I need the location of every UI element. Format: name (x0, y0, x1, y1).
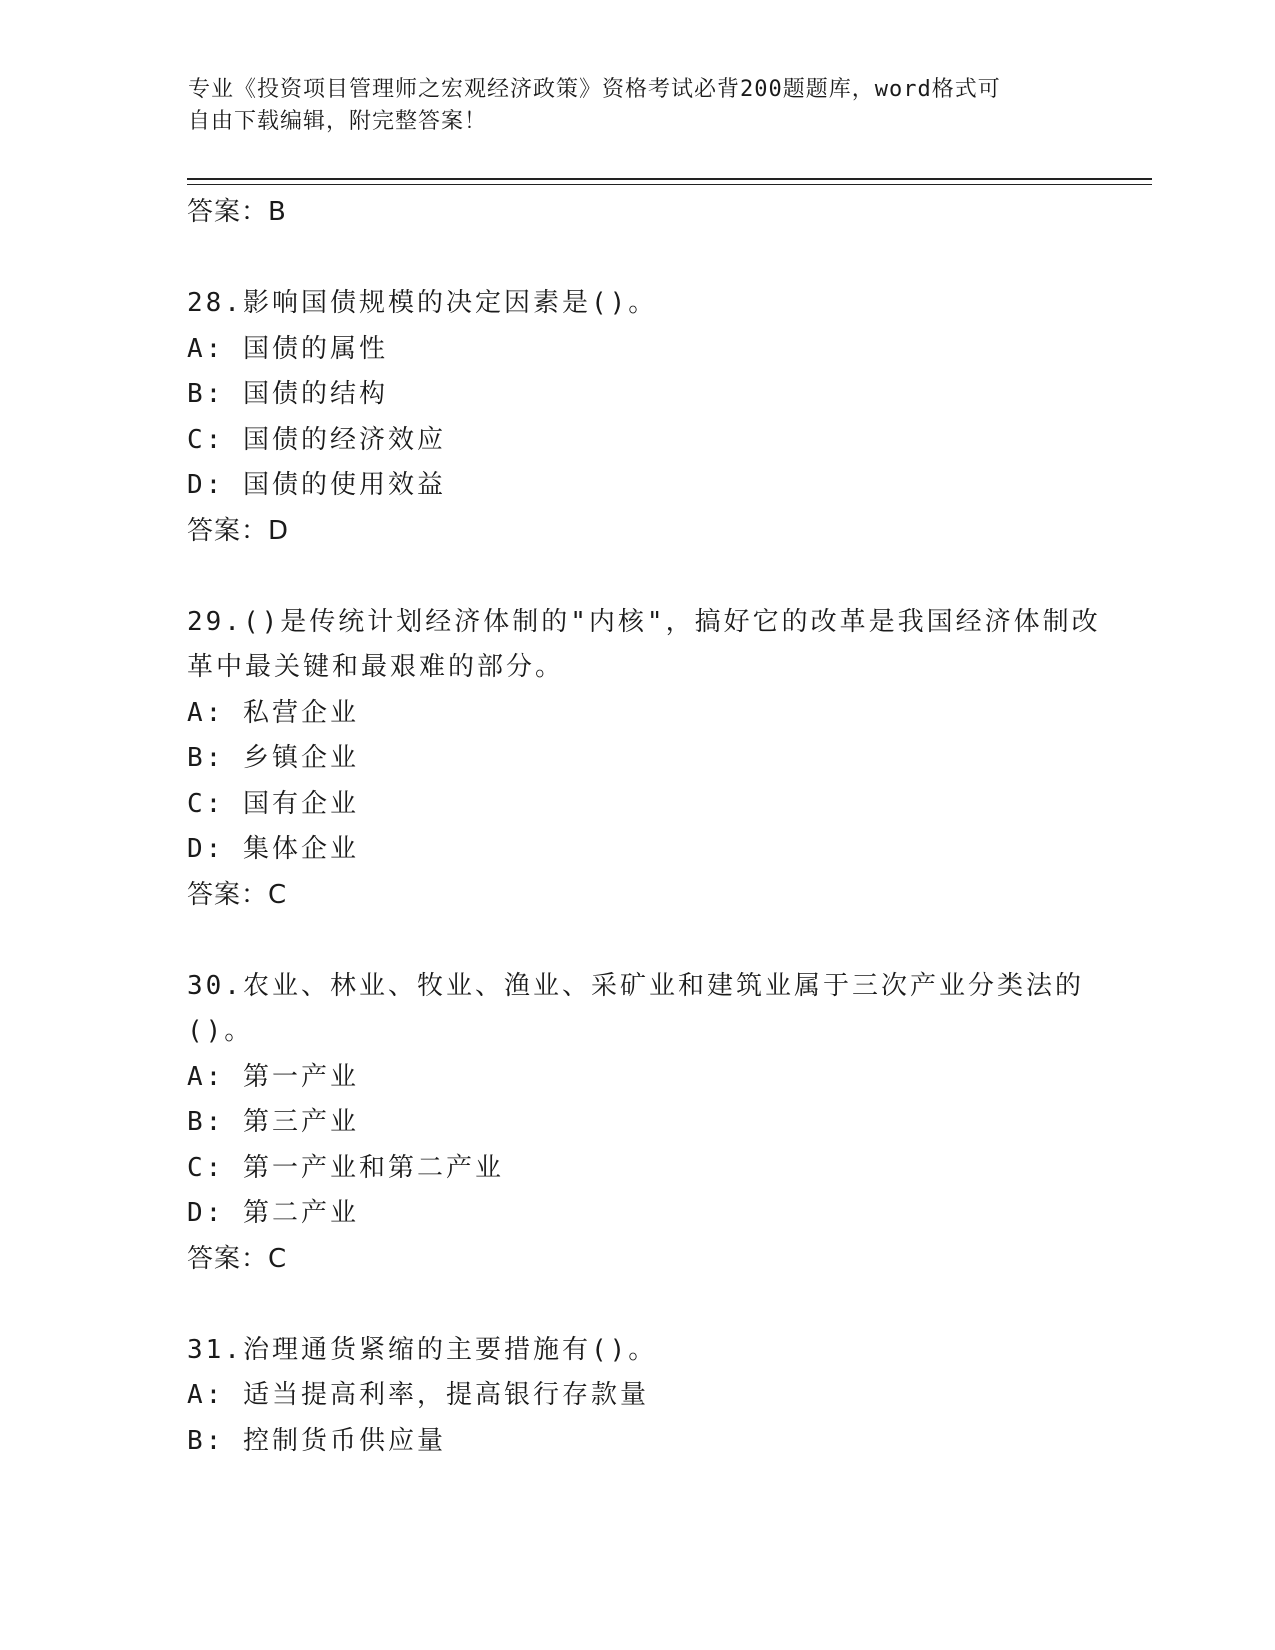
question-stem-continued: ()。 (187, 1016, 254, 1046)
option-c: C: 国有企业 (187, 788, 359, 819)
option-d: D: 国债的使用效益 (187, 470, 446, 500)
question-list (187, 190, 1101, 1464)
header-rule-thin (187, 184, 1152, 185)
answer-line: 答案：B (187, 197, 287, 227)
spacer (187, 918, 1087, 964)
question-stem-continued: 革中最关键和最艰难的部分。 (187, 652, 565, 682)
option-b: B: 乡镇企业 (187, 743, 359, 773)
option-d: D: 集体企业 (187, 834, 359, 864)
question-stem: 29.()是传统计划经济体制的"内核"，搞好它的改革是我国经济体制改 (187, 606, 1101, 637)
option-a: A: 国债的属性 (187, 333, 388, 364)
question-stem: 28.影响国债规模的决定因素是()。 (187, 288, 658, 318)
spacer (187, 1282, 1087, 1328)
question-block (187, 600, 1101, 919)
question-stem: 31.治理通货紧缩的主要措施有()。 (187, 1334, 658, 1365)
option-a: A: 私营企业 (187, 697, 359, 728)
header-line-2: 自由下载编辑，附完整答案！ (188, 109, 488, 134)
spacer (187, 236, 1087, 282)
document-header (188, 74, 1068, 138)
option-c: C: 第一产业和第二产业 (187, 1152, 504, 1183)
header-line-1: 专业《投资项目管理师之宏观经济政策》资格考试必背200题题库，word格式可 (188, 77, 1001, 102)
option-a: A: 第一产业 (187, 1061, 359, 1092)
option-b: B: 国债的结构 (187, 379, 388, 409)
question-block (187, 1328, 1087, 1465)
question-block (187, 281, 1087, 554)
option-d: D: 第二产业 (187, 1198, 359, 1228)
answer-line: 答案：C (187, 1243, 288, 1274)
header-rule-thick (187, 178, 1152, 180)
answer-line: 答案：C (187, 879, 288, 910)
question-block (187, 964, 1087, 1283)
answer-line: 答案：D (187, 515, 290, 546)
question-stem: 30.农业、林业、牧业、渔业、采矿业和建筑业属于三次产业分类法的 (187, 970, 1084, 1001)
spacer (187, 554, 1087, 600)
option-c: C: 国债的经济效应 (187, 424, 446, 455)
option-a: A: 适当提高利率，提高银行存款量 (187, 1380, 649, 1410)
option-b: B: 第三产业 (187, 1107, 359, 1137)
option-b: B: 控制货币供应量 (187, 1425, 446, 1456)
